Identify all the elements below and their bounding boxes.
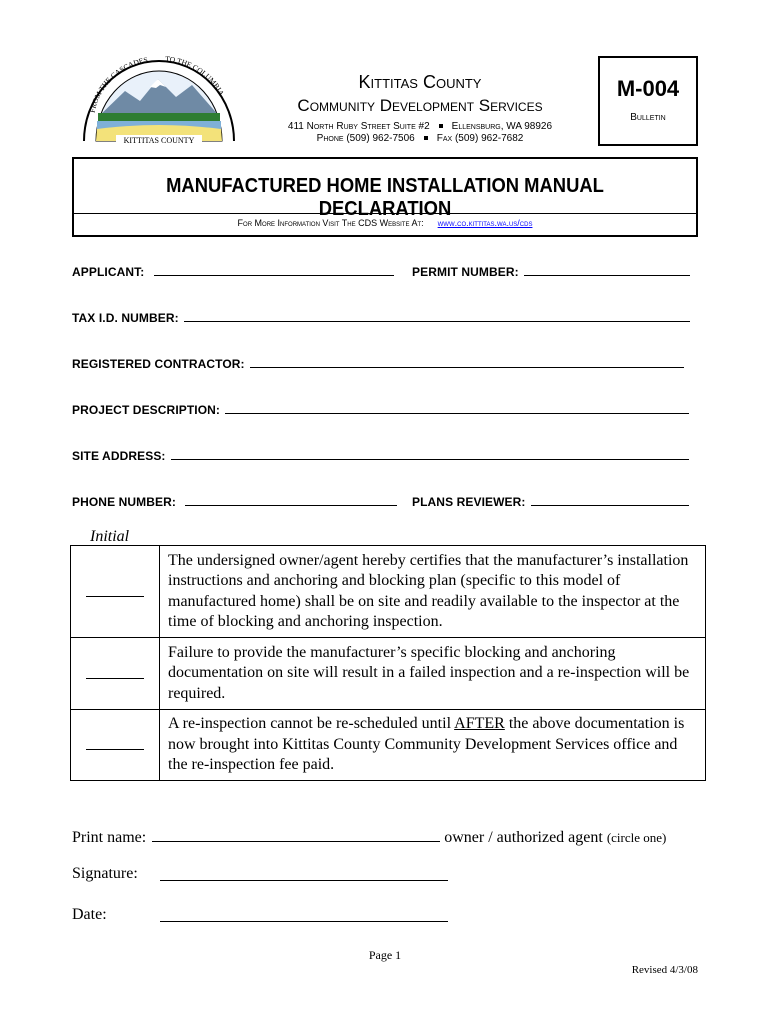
applicant-input-line[interactable]	[154, 265, 394, 276]
tax-id-label: TAX I.D. NUMBER:	[72, 311, 179, 325]
applicant-label: APPLICANT:	[72, 265, 145, 279]
failure-notice-text: Failure to provide the manufacturer’s specific blocking and anchoring documentation on site will result in a failed inspection and a re-inspection will be required.	[160, 638, 706, 710]
title-box	[72, 157, 698, 237]
document-title: MANUFACTURED HOME INSTALLATION MANUAL DECLARATION	[166, 175, 604, 220]
certification-text: The undersigned owner/agent hereby certifies that the manufacturer’s installation instructions and anchoring and blocking plan (specific to this model of manufactured home) shall be on site and readily available to the inspector at the time of blocking and anchoring inspection.	[160, 546, 706, 638]
website-info-text: For More Information Visit The CDS Website At:	[237, 218, 424, 228]
initial-input-line[interactable]	[86, 664, 144, 679]
registered-contractor-field	[72, 357, 684, 371]
permit-number-input-line[interactable]	[524, 265, 690, 276]
print-name-row	[72, 827, 666, 847]
org-city: Ellensburg, WA 98926	[451, 121, 553, 132]
plans-reviewer-field	[412, 495, 689, 509]
project-description-input-line[interactable]	[225, 403, 689, 414]
date-row	[72, 906, 107, 924]
initial-cell	[71, 546, 160, 638]
initials-table	[70, 545, 706, 781]
bulletin-label: Bulletin	[630, 112, 666, 123]
signature-label: Signature:	[72, 865, 138, 882]
reinspection-text-before: A re-inspection cannot be re-scheduled until	[168, 715, 455, 732]
org-subtitle: Community Development Services	[297, 96, 543, 115]
initial-input-line[interactable]	[86, 582, 144, 597]
phone-number-label: PHONE NUMBER:	[72, 495, 176, 509]
reinspection-text-after: the above documentation is now brought into Kittitas County Community Development Services office and the re-inspection fee paid.	[168, 715, 685, 773]
tax-id-input-line[interactable]	[184, 311, 690, 322]
date-input-line[interactable]	[160, 907, 448, 922]
circle-one-text: (circle one)	[606, 830, 667, 845]
applicant-field	[72, 265, 394, 279]
seal-bottom-label: KITTITAS COUNTY	[123, 136, 195, 145]
project-description-label: PROJECT DESCRIPTION:	[72, 403, 221, 417]
date-label: Date:	[72, 906, 107, 923]
reinspection-emphasis: AFTER	[454, 715, 505, 732]
org-phone-line	[250, 133, 590, 144]
initial-cell	[71, 638, 160, 710]
seal-arc-right-text: TO THE COLUMBIA	[164, 55, 227, 98]
initials-row	[71, 638, 706, 710]
org-address-line	[250, 121, 590, 132]
org-phone: Phone (509) 962-7506	[316, 133, 415, 144]
revised-date: Revised 4/3/08	[631, 964, 698, 976]
permit-number-field	[412, 265, 690, 279]
bulletin-box	[598, 56, 698, 146]
phone-number-field	[72, 495, 397, 509]
county-seal-logo	[80, 55, 238, 147]
print-name-input-line[interactable]	[152, 827, 440, 842]
permit-number-label: PERMIT NUMBER:	[412, 265, 519, 279]
registered-contractor-input-line[interactable]	[250, 357, 684, 368]
org-fax: Fax (509) 962-7682	[436, 133, 524, 144]
signature-input-line[interactable]	[160, 866, 448, 881]
site-address-field	[72, 449, 689, 463]
site-address-input-line[interactable]	[171, 449, 689, 460]
bullet-icon	[424, 136, 428, 140]
tax-id-field	[72, 311, 690, 325]
org-title: Kittitas County	[358, 72, 482, 92]
bulletin-number: M-004	[616, 76, 680, 101]
initial-column-label: Initial	[90, 528, 130, 545]
reinspection-text	[160, 710, 706, 781]
plans-reviewer-input-line[interactable]	[531, 495, 689, 506]
bullet-icon	[439, 124, 443, 128]
initials-row	[71, 710, 706, 781]
seal-arc-left-text: FROM THE CASCADES	[87, 55, 149, 114]
project-description-field	[72, 403, 689, 417]
owner-agent-text[interactable]: owner / authorized agent	[444, 829, 603, 846]
org-street: 411 North Ruby Street Suite #2	[287, 121, 430, 132]
print-name-label: Print name:	[72, 829, 147, 846]
initials-row	[71, 546, 706, 638]
plans-reviewer-label: PLANS REVIEWER:	[412, 495, 526, 509]
phone-number-input-line[interactable]	[185, 495, 397, 506]
initial-cell	[71, 710, 160, 781]
page-number: Page 1	[368, 948, 402, 962]
site-address-label: SITE ADDRESS:	[72, 449, 166, 463]
signature-row	[72, 865, 138, 883]
website-link[interactable]: www.co.kittitas.wa.us/cds	[437, 218, 533, 228]
website-info	[74, 218, 696, 228]
title-divider	[74, 213, 696, 214]
initial-input-line[interactable]	[86, 735, 144, 750]
registered-contractor-label: REGISTERED CONTRACTOR:	[72, 357, 245, 371]
